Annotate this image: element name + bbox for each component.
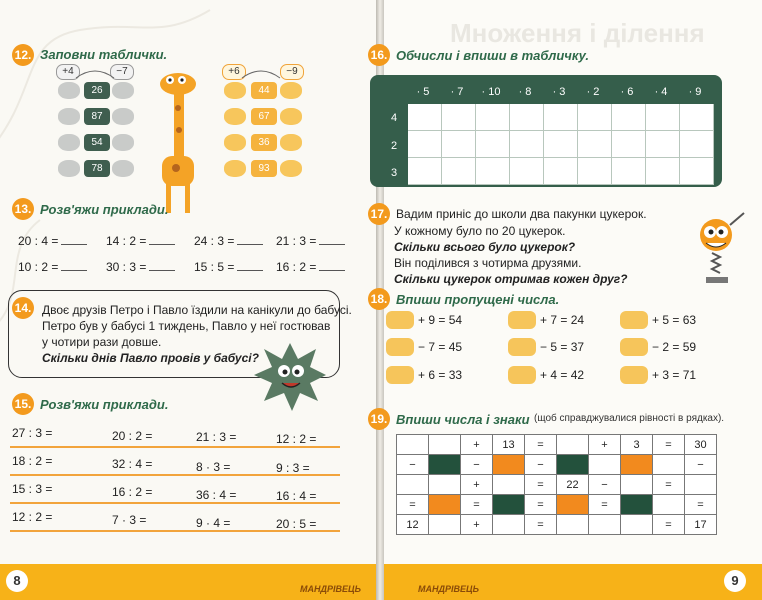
task16-number: 16. xyxy=(368,44,390,66)
task15-example: 16 : 4 = xyxy=(276,489,317,503)
task15-example: 8 · 3 = xyxy=(196,460,231,474)
task16-col-header: · 2 xyxy=(586,86,600,98)
task12-right-op-plus: +6 xyxy=(222,64,246,80)
task12-right-value: 44 xyxy=(251,82,277,99)
task18-equation: + 7 = 24 xyxy=(540,313,585,327)
task16-row-label: 4 xyxy=(390,112,398,124)
task19-cell: 30 xyxy=(685,435,717,455)
answer-blank[interactable] xyxy=(237,244,263,245)
task15-title: Розв'яжи приклади. xyxy=(40,397,169,412)
task12-left-input[interactable] xyxy=(58,160,80,177)
task12-left-output[interactable] xyxy=(112,134,134,151)
task12-left-output[interactable] xyxy=(112,108,134,125)
task16-answer-cell[interactable] xyxy=(408,131,442,158)
task12-left-output[interactable] xyxy=(112,160,134,177)
task19-cell: = xyxy=(685,495,717,515)
task19-cell: − xyxy=(397,455,429,475)
task19-row xyxy=(397,435,717,455)
task18-equation: − 2 = 59 xyxy=(652,340,697,354)
task18-equation: − 7 = 45 xyxy=(418,340,463,354)
task19-cell: 13 xyxy=(493,435,525,455)
task12-left-op-minus: −7 xyxy=(110,64,134,80)
task19-blank-cell[interactable] xyxy=(429,515,461,535)
giraffe-icon xyxy=(148,68,208,218)
task16-answer-cell[interactable] xyxy=(442,131,476,158)
task14-line: Двоє друзів Петро і Павло їздили на канікули до бабусі. xyxy=(42,303,352,317)
task12-left-value: 78 xyxy=(84,160,110,177)
task19-cell: + xyxy=(589,435,621,455)
task19-cell: − xyxy=(525,455,557,475)
task19-green-cell xyxy=(493,495,525,515)
answer-blank[interactable] xyxy=(61,244,87,245)
task19-orange-cell xyxy=(621,455,653,475)
task16-answer-cell[interactable] xyxy=(544,131,578,158)
task16-answer-cell[interactable] xyxy=(612,131,646,158)
task18-equation: + 5 = 63 xyxy=(652,313,697,327)
task18-blank[interactable] xyxy=(386,311,414,329)
task13-example: 30 : 3 = xyxy=(106,260,175,274)
task12-left-output[interactable] xyxy=(112,82,134,99)
task15-row-line xyxy=(10,446,340,448)
task19-row xyxy=(397,515,717,535)
task15-example: 9 · 4 = xyxy=(196,516,231,530)
task15-example: 18 : 2 = xyxy=(12,454,53,468)
task16-answer-cell[interactable] xyxy=(544,158,578,185)
task16-answer-cell[interactable] xyxy=(680,104,714,131)
task17-question: Скільки всього було цукерок? xyxy=(394,240,576,254)
task16-answer-cell[interactable] xyxy=(442,158,476,185)
task18-blank[interactable] xyxy=(620,366,648,384)
task16-answer-cell[interactable] xyxy=(646,131,680,158)
task19-blank-cell[interactable] xyxy=(589,515,621,535)
task12-left-value: 26 xyxy=(84,82,110,99)
task19-green-cell xyxy=(557,455,589,475)
task12-right-value: 67 xyxy=(251,108,277,125)
task18-equation: + 6 = 33 xyxy=(418,368,463,382)
task12-right-output[interactable] xyxy=(280,82,302,99)
task12-right-output[interactable] xyxy=(280,134,302,151)
task16-answer-cell[interactable] xyxy=(680,158,714,185)
task19-blank-cell[interactable] xyxy=(429,475,461,495)
task16-answer-cell[interactable] xyxy=(510,158,544,185)
task16-answer-cell[interactable] xyxy=(408,104,442,131)
task19-cell: − xyxy=(685,455,717,475)
arrow-icon xyxy=(72,66,118,80)
task19-cell: = xyxy=(653,475,685,495)
task13-example: 20 : 4 = xyxy=(18,234,87,248)
task16-col-header: · 3 xyxy=(552,86,566,98)
task14-line: у чотири рази довше. xyxy=(42,335,162,349)
task16-title: Обчисли і впиши в табличку. xyxy=(396,48,589,63)
task19-orange-cell xyxy=(557,495,589,515)
task18-blank[interactable] xyxy=(620,311,648,329)
task12-title: Заповни таблички. xyxy=(40,47,168,62)
task19-blank-cell[interactable] xyxy=(589,455,621,475)
task17-line: Він поділився з чотирма друзями. xyxy=(394,256,582,270)
task12-right-input[interactable] xyxy=(224,134,246,151)
task15-example: 32 : 4 = xyxy=(112,457,153,471)
task12-left-input[interactable] xyxy=(58,82,80,99)
page-number: 8 xyxy=(6,570,28,592)
task16-answer-cell[interactable] xyxy=(578,104,612,131)
task12-right-input[interactable] xyxy=(224,108,246,125)
green-splat-character-icon xyxy=(250,335,330,415)
spring-robot-character-icon xyxy=(690,205,750,285)
page-number: 9 xyxy=(724,570,746,592)
task19-orange-cell xyxy=(493,455,525,475)
task19-cell: = xyxy=(525,495,557,515)
right-page-footer xyxy=(384,564,762,600)
task16-answer-cell[interactable] xyxy=(442,104,476,131)
task12-right-value: 93 xyxy=(251,160,277,177)
task15-example: 12 : 2 = xyxy=(12,510,53,524)
task19-row xyxy=(397,475,717,495)
task19-cell: − xyxy=(589,475,621,495)
task16-answer-cell[interactable] xyxy=(680,131,714,158)
left-page-footer xyxy=(0,564,380,600)
task19-cell: 3 xyxy=(621,435,653,455)
task17-number: 17. xyxy=(368,203,390,225)
task19-blank-cell[interactable] xyxy=(557,515,589,535)
task16-answer-cell[interactable] xyxy=(578,131,612,158)
task18-blank[interactable] xyxy=(386,338,414,356)
task12-left-input[interactable] xyxy=(58,134,80,151)
task16-answer-cell[interactable] xyxy=(408,158,442,185)
task16-answer-cell[interactable] xyxy=(646,158,680,185)
task12-right-op-minus: −9 xyxy=(280,64,304,80)
task18-blank[interactable] xyxy=(508,338,536,356)
task16-answer-cell[interactable] xyxy=(646,104,680,131)
task19-row xyxy=(397,455,717,475)
task19-cell: = xyxy=(397,495,429,515)
task19-cell: + xyxy=(461,515,493,535)
task19-cell: = xyxy=(653,435,685,455)
task12-right-input[interactable] xyxy=(224,82,246,99)
task18-equation: + 9 = 54 xyxy=(418,313,463,327)
answer-blank[interactable] xyxy=(319,244,345,245)
task19-cell: 12 xyxy=(397,515,429,535)
task14-line: Петро був у бабусі 1 тиждень, Павло у неї гостював xyxy=(42,319,331,333)
task13-example: 16 : 2 = xyxy=(276,260,345,274)
task12-number: 12. xyxy=(12,44,34,66)
task12-left-input[interactable] xyxy=(58,108,80,125)
task16-col-header: · 5 xyxy=(416,86,430,98)
task17-line: Вадим приніс до школи два пакунки цукерок. xyxy=(396,207,647,221)
task16-answer-cell[interactable] xyxy=(476,158,510,185)
task14-number: 14. xyxy=(12,297,34,319)
task18-equation: + 3 = 71 xyxy=(652,368,697,382)
task15-example: 36 : 4 = xyxy=(196,488,237,502)
task19-blank-cell[interactable] xyxy=(653,495,685,515)
task15-example: 20 : 5 = xyxy=(276,517,317,531)
task13-example: 15 : 5 = xyxy=(194,260,263,274)
task18-blank[interactable] xyxy=(508,311,536,329)
task15-example: 12 : 2 = xyxy=(276,432,317,446)
task13-number: 13. xyxy=(12,198,34,220)
task19-orange-cell xyxy=(429,495,461,515)
task16-col-header: · 10 xyxy=(481,86,501,98)
task19-number: 19. xyxy=(368,408,390,430)
task19-cell: = xyxy=(525,435,557,455)
task19-blank-cell[interactable] xyxy=(621,515,653,535)
ghost-heading: Множення і ділення xyxy=(450,18,705,48)
task16-col-header: · 6 xyxy=(620,86,634,98)
task19-cell: = xyxy=(525,515,557,535)
task19-blank-cell[interactable] xyxy=(653,455,685,475)
task19-blank-cell[interactable] xyxy=(621,475,653,495)
task16-answer-cell[interactable] xyxy=(544,104,578,131)
task15-example: 20 : 2 = xyxy=(112,429,153,443)
task16-answer-cell[interactable] xyxy=(578,158,612,185)
answer-blank[interactable] xyxy=(149,244,175,245)
task18-blank[interactable] xyxy=(620,338,648,356)
task19-subtitle: (щоб справджувалися рівності в рядках). xyxy=(534,413,725,424)
task12-left-value: 87 xyxy=(84,108,110,125)
answer-blank[interactable] xyxy=(61,270,87,271)
task17-line: У кожному було по 20 цукерок. xyxy=(394,224,566,238)
task18-equation: + 4 = 42 xyxy=(540,368,585,382)
task19-cell: = xyxy=(525,475,557,495)
brand-logo: МАНДРІВЕЦЬ xyxy=(418,584,479,594)
left-page xyxy=(0,0,380,600)
task16-col-header: · 4 xyxy=(654,86,668,98)
task19-blank-cell[interactable] xyxy=(557,435,589,455)
task16-row-label: 3 xyxy=(390,167,398,179)
task16-col-header: · 9 xyxy=(688,86,702,98)
task13-example: 14 : 2 = xyxy=(106,234,175,248)
task16-answer-cell[interactable] xyxy=(476,104,510,131)
task12-left-op-plus: +4 xyxy=(56,64,80,80)
task18-equation: − 5 = 37 xyxy=(540,340,585,354)
answer-blank[interactable] xyxy=(319,270,345,271)
task13-title: Розв'яжи приклади. xyxy=(40,202,169,217)
task15-example: 27 : 3 = xyxy=(12,426,53,440)
task13-example: 24 : 3 = xyxy=(194,234,263,248)
task19-row xyxy=(397,495,717,515)
task16-answer-cell[interactable] xyxy=(510,131,544,158)
task19-title: Впиши числа і знаки xyxy=(396,412,530,427)
task19-cell: = xyxy=(589,495,621,515)
task15-example: 7 · 3 = xyxy=(112,513,147,527)
task19-cell: = xyxy=(461,495,493,515)
answer-blank[interactable] xyxy=(237,270,263,271)
answer-blank[interactable] xyxy=(149,270,175,271)
task12-right-output[interactable] xyxy=(280,108,302,125)
task19-blank-cell[interactable] xyxy=(685,475,717,495)
task15-example: 16 : 2 = xyxy=(112,485,153,499)
task19-grid xyxy=(396,434,717,535)
task15-example: 21 : 3 = xyxy=(196,430,237,444)
task18-title: Впиши пропущені числа. xyxy=(396,292,560,307)
task17-question: Скільки цукерок отримав кожен друг? xyxy=(394,272,628,286)
task12-left-value: 54 xyxy=(84,134,110,151)
task16-answer-cell[interactable] xyxy=(476,131,510,158)
task16-col-header: · 8 xyxy=(518,86,532,98)
task12-right-value: 36 xyxy=(251,134,277,151)
task18-blank[interactable] xyxy=(386,366,414,384)
arrow-icon xyxy=(238,66,284,80)
task19-cell: + xyxy=(461,475,493,495)
task14-question: Скільки днів Павло провів у бабусі? xyxy=(42,351,259,365)
task19-cell: 17 xyxy=(685,515,717,535)
task15-example: 9 : 3 = xyxy=(276,461,310,475)
brand-logo: МАНДРІВЕЦЬ xyxy=(300,584,361,594)
task18-blank[interactable] xyxy=(508,366,536,384)
task12-right-input[interactable] xyxy=(224,160,246,177)
task19-blank-cell[interactable] xyxy=(493,475,525,495)
task19-green-cell xyxy=(621,495,653,515)
task12-right-output[interactable] xyxy=(280,160,302,177)
task19-blank-cell[interactable] xyxy=(397,435,429,455)
task19-cell: + xyxy=(461,435,493,455)
task16-answer-cell[interactable] xyxy=(612,158,646,185)
task19-blank-cell[interactable] xyxy=(397,475,429,495)
task16-col-header: · 7 xyxy=(450,86,464,98)
task19-cell: = xyxy=(653,515,685,535)
task16-answer-cell[interactable] xyxy=(510,104,544,131)
task19-blank-cell[interactable] xyxy=(493,515,525,535)
task19-cell: 22 xyxy=(557,475,589,495)
task15-example: 15 : 3 = xyxy=(12,482,53,496)
task13-example: 21 : 3 = xyxy=(276,234,345,248)
task16-answer-cell[interactable] xyxy=(612,104,646,131)
task13-example: 10 : 2 = xyxy=(18,260,87,274)
task19-blank-cell[interactable] xyxy=(429,435,461,455)
task19-cell: − xyxy=(461,455,493,475)
task18-number: 18. xyxy=(368,288,390,310)
task16-row-label: 2 xyxy=(390,140,398,152)
task15-number: 15. xyxy=(12,393,34,415)
task19-green-cell xyxy=(429,455,461,475)
